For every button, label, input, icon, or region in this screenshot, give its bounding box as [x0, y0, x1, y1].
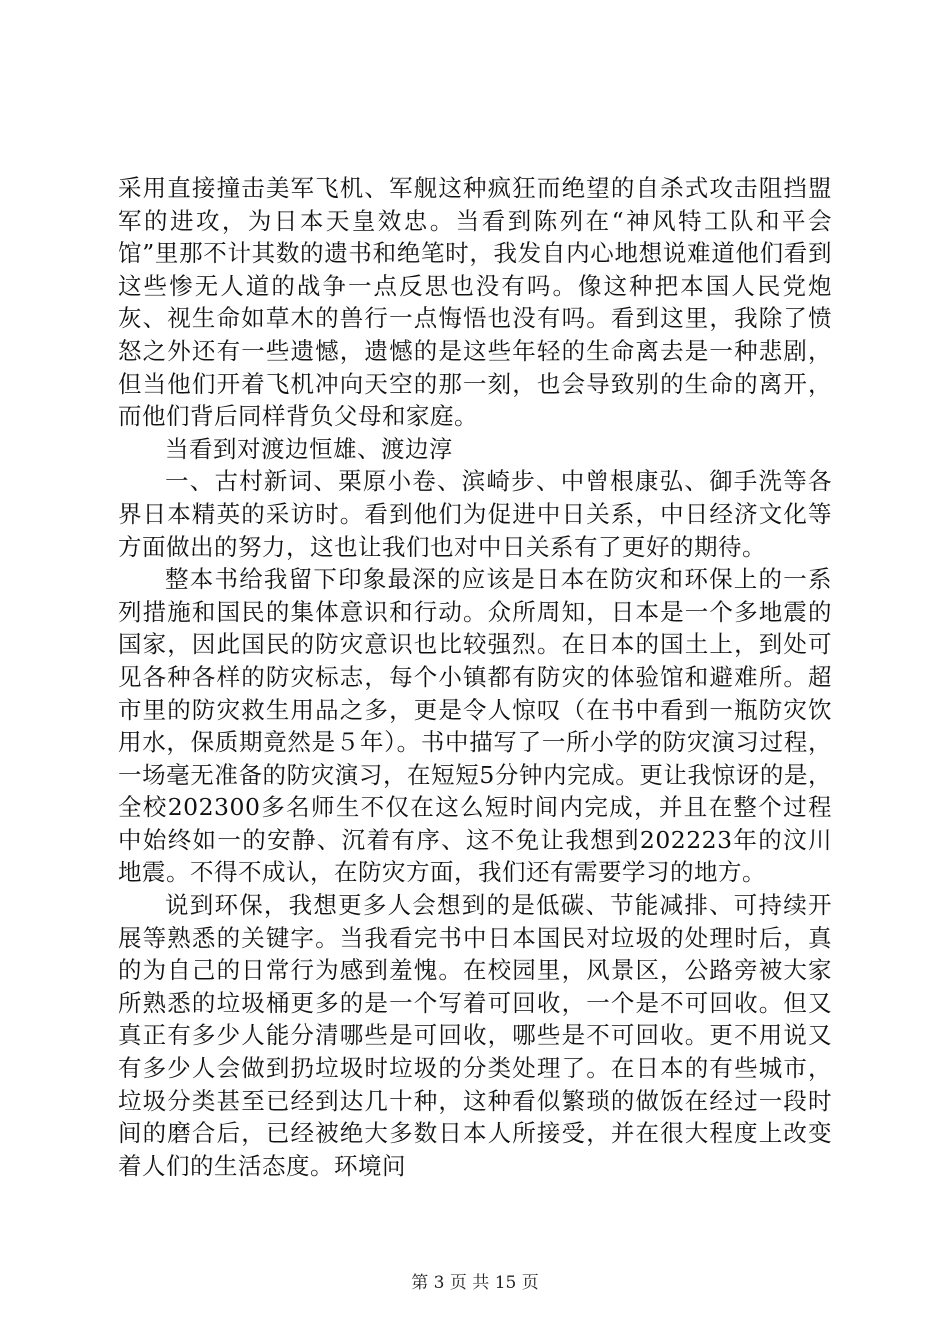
paragraph-1: 采用直接撞击美军飞机、军舰这种疯狂而绝望的自杀式攻击阻挡盟军的进攻，为日本天皇效忠。当看到陈列在“神风特工队和平会馆”里那不计其数的遗书和绝笔时，我发自内心地想说难道他们看到这些惨无人道的战争一点反思也没有吗。像这种把本国人民党炮灰、视生命如草木的兽行一点悔悟也没有吗。看到这里，我除了愤怒之外还有一些遗憾，遗憾的是这些年轻的生命离去是一种悲剧，但当他们开着飞机冲向天空的那一刻，也会导致别的生命的离开，而他们背后同样背负父母和家庭。 [118, 174, 832, 431]
paragraph-2: 当看到对渡边恒雄、渡边淳 [165, 434, 453, 463]
document-body [118, 172, 832, 1182]
paragraph-4: 整本书给我留下印象最深的应该是日本在防灾和环保上的一系列措施和国民的集体意识和行动。众所周知，日本是一个多地震的国家，因此国民的防灾意识也比较强烈。在日本的国土上，到处可见各种各样的防灾标志，每个小镇都有防灾的体验馆和避难所。超市里的防灾救生用品之多，更是令人惊叹（在书中看到一瓶防灾饮用水，保质期竟然是５年）。书中描写了一所小学的防灾演习过程，一场毫无准备的防灾演习，在短短5分钟内完成。更让我惊讶的是，全校202300多名师生不仅在这么短时间内完成，并且在整个过程中始终如一的安静、沉着有序、这不免让我想到202223年的汶川地震。不得不成认，在防灾方面，我们还有需要学习的地方。 [118, 565, 832, 887]
paragraph-3: 一、古村新词、栗原小卷、滨崎步、中曾根康弘、御手洗等各界日本精英的采访时。看到他们为促进中日关系，中日经济文化等方面做出的努力，这也让我们也对中日关系有了更好的期待。 [118, 467, 832, 561]
page-footer [0, 1272, 950, 1294]
paragraph-5: 说到环保，我想更多人会想到的是低碳、节能减排、可持续开展等熟悉的关键字。当我看完书中日本国民对垃圾的处理时后，真的为自己的日常行为感到羞愧。在校园里，风景区，公路旁被大家所熟悉的垃圾桶更多的是一个写着可回收，一个是不可回收。但又真正有多少人能分清哪些是可回收，哪些是不可回收。更不用说又有多少人会做到扔垃圾时垃圾的分类处理了。在日本的有些城市，垃圾分类甚至已经到达几十种，这种看似繁琐的做饭在经过一段时间的磨合后，已经被绝大多数日本人所接受，并在很大程度上改变着人们的生活态度。环境问 [118, 891, 832, 1180]
page-number-indicator: 第 3 页 共 15 页 [411, 1273, 539, 1293]
